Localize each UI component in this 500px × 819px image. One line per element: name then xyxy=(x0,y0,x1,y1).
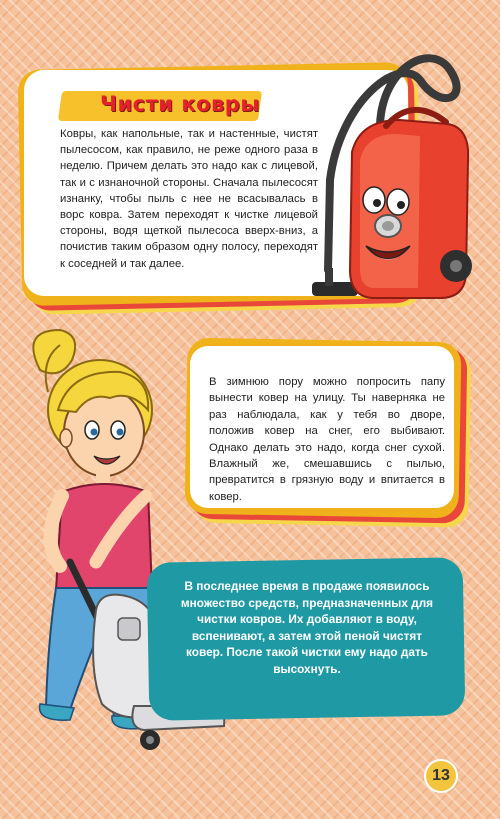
page-number: 13 xyxy=(424,759,458,793)
paragraph-2: В зимнюю пору можно попросить папу вынести ковер на улицу. Ты наверняка не раз наблюдала, как у тебя во дворе, положив ковер на снег, его выбивают. Однако делать это надо, когда снег сухой. Влажный же, смешавшись с пылью, превратится в грязную воду и впитается в ковер. xyxy=(209,376,445,503)
paragraph-1: Ковры, как напольные, так и настенные, чистят пылесосом, как правило, не реже одного раза в неделю. Причем делать это надо как с лицевой, так и с изнаночной стороны. Сначала пылесосят изнанку, чтобы пыль с нее не всасывалась в ворс ковра. Затем переходят к чистке лицевой стороны, водя щеткой пылесоса вверх-вниз, а почистив таким образом одну полосу, переходят к соседней и так далее. xyxy=(60,128,318,270)
page-title: Чисти ковры xyxy=(100,92,260,116)
paragraph-3: В последнее время в продаже появилось множество средств, предназначенных для чистки ковров. Их добавляют в воду, вспенивают, а затем этой пеной чистят ковер. После такой чистки ему надо дать высохнуть. xyxy=(180,579,434,676)
